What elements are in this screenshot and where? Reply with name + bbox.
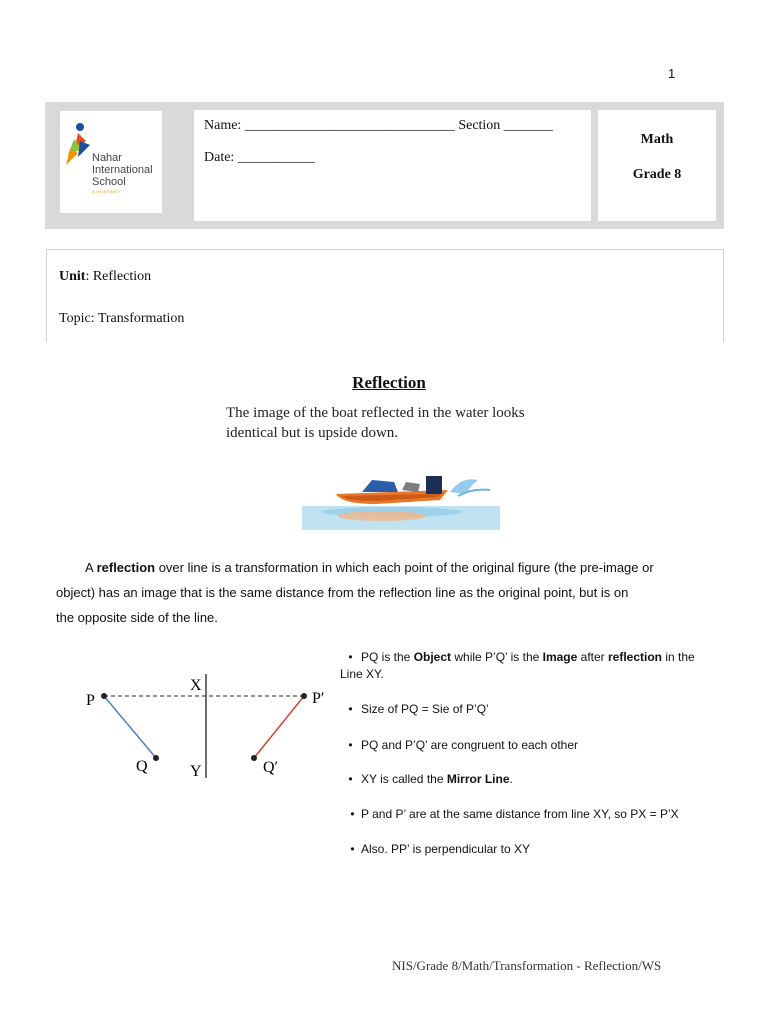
- bullet-item: • Also. PP’ is perpendicular to XY: [350, 842, 530, 856]
- name-section-field[interactable]: Name: ______________________________ Section _______: [204, 118, 553, 133]
- label-q-prime: Q′: [263, 759, 279, 776]
- subject-label: Math: [640, 132, 674, 147]
- unit-topic-box: [46, 249, 724, 342]
- logo-tagline: A IN INFINITY: [92, 189, 122, 194]
- grade-label: Grade 8: [632, 167, 682, 182]
- boat-motor: [426, 476, 442, 494]
- label-q: Q: [136, 758, 148, 775]
- label-x: X: [190, 677, 202, 694]
- page-number: 1: [668, 66, 676, 81]
- point-p-prime: [301, 693, 307, 699]
- boat-cabin: [362, 480, 398, 492]
- point-q: [153, 755, 159, 761]
- reflection-term: reflection: [96, 560, 156, 575]
- point-p: [101, 693, 107, 699]
- label-y: Y: [190, 763, 202, 780]
- bullet-item: • Size of PQ = Sie of P’Q’: [348, 702, 489, 716]
- boat-caption: The image of the boat reflected in the water looks identical but is upside down.: [226, 405, 525, 441]
- label-p-prime: P′: [312, 690, 325, 707]
- bullet-item: • PQ and P’Q’ are congruent to each other: [348, 738, 579, 752]
- page-title: Reflection: [352, 373, 426, 392]
- subject-box: [598, 110, 716, 221]
- reflection-diagram: [86, 662, 336, 782]
- point-q-prime: [251, 755, 257, 761]
- label-p: P: [86, 692, 95, 709]
- topic-line: Topic: Transformation: [59, 311, 185, 326]
- boat-reflection-image: [302, 466, 500, 530]
- bullet-item: • XY is called the Mirror Line.: [348, 772, 513, 786]
- unit-value: : Reflection: [85, 269, 152, 284]
- page-footer: NIS/Grade 8/Math/Transformation - Reflection/WS: [392, 958, 662, 973]
- bullet-item: • PQ is the Object while P’Q’ is the Image after reflection in the Line XY.: [340, 650, 695, 681]
- date-field[interactable]: Date: ___________: [204, 150, 315, 165]
- unit-label: Unit: [59, 269, 86, 284]
- definition-paragraph: A reflection over line is a transformation in which each point of the original figure (the pre-image or object) has an image that is the same distance from the reflection line as the original point, but is on the opposite side of the line.: [56, 560, 654, 625]
- logo-text: Nahar International School: [92, 152, 153, 188]
- unit-line: [59, 269, 151, 285]
- bullet-item: • P and P’ are at the same distance from line XY, so PX = P’X: [350, 807, 679, 821]
